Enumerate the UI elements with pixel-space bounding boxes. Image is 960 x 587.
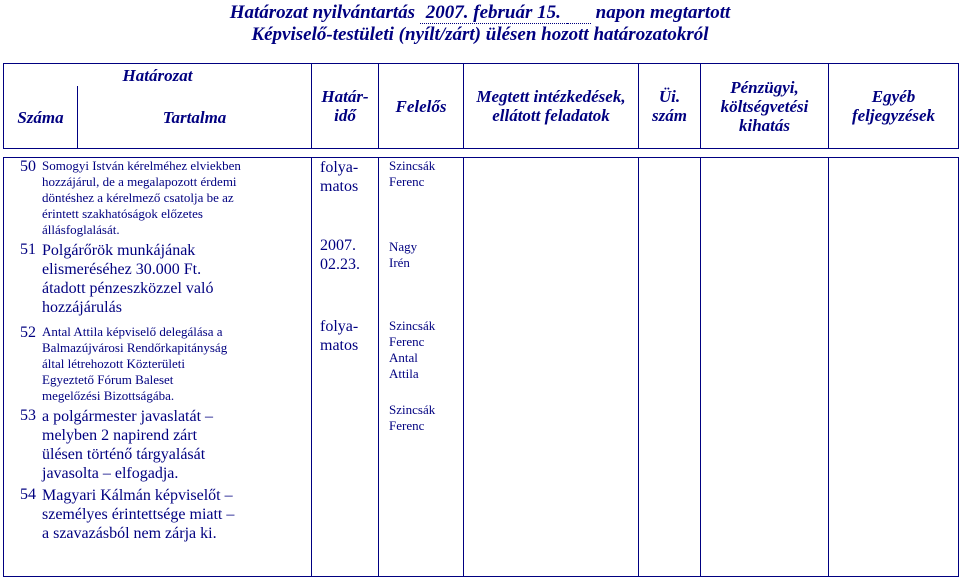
entry-text-line: hozzájárul, de a megalapozott érdemi: [42, 174, 237, 189]
header-title-suffix: napon megtartott: [595, 2, 731, 23]
col-header-szama: Száma: [4, 86, 78, 149]
deadline-line: folya-: [320, 159, 359, 176]
deadline-51: [312, 236, 378, 274]
entry-text-line: a szavazásból nem zárja ki.: [42, 525, 217, 542]
responsible-line: Ferenc: [389, 334, 425, 349]
entry-number: 50: [20, 158, 36, 175]
deadline-line: 2007.: [320, 237, 356, 254]
header-spacer: [4, 149, 959, 158]
responsible-line: Nagy: [389, 239, 418, 254]
entry-text-line: megelőzési Bizottságába.: [42, 388, 175, 403]
col-header-hatarozat: Határozat: [4, 64, 312, 87]
responsible-53: [379, 402, 463, 434]
entry-text-line: a polgármester javaslatát –: [42, 408, 214, 425]
col-header-hatarido-line2: idő: [334, 106, 356, 125]
ui-number-cell: [639, 158, 701, 577]
col-header-egyeb: [829, 64, 959, 149]
responsible-line: Ferenc: [389, 174, 425, 189]
entry-50: [4, 158, 311, 238]
col-header-ui: [639, 64, 701, 149]
deadline-line: 02.23.: [320, 256, 360, 273]
deadline-line: folya-: [320, 318, 359, 335]
entry-text-line: érintett szakhatóságok előzetes: [42, 206, 203, 221]
deadline-50: [312, 158, 378, 196]
entry-text-line: javasolta – elfogadja.: [42, 465, 179, 482]
responsible-line: Irén: [389, 255, 410, 270]
col-header-penzugyi-line3: kihatás: [738, 115, 791, 135]
deadline-52: [312, 317, 378, 355]
responsible-line: Szincsák: [389, 402, 436, 417]
header-subtitle: Képviselő-testületi (nyílt/zárt) ülésen hozott határozatokról: [251, 24, 709, 45]
measures-cell: [464, 158, 639, 577]
col-header-penzugyi-line1: Pénzügyi,: [730, 77, 799, 97]
col-header-penzugyi-line2: költségvetési: [720, 96, 809, 116]
col-header-megtett-line1: Megtett intézkedések,: [476, 87, 626, 106]
responsible-line: Szincsák: [389, 318, 436, 333]
entry-text-line: személyes érintettsége miatt –: [42, 506, 235, 523]
entry-number: 54: [20, 486, 36, 503]
entry-54: [4, 486, 311, 543]
responsible-line: Antal: [389, 350, 418, 365]
page-header: [0, 0, 960, 45]
col-header-egyeb-line2: feljegyzések: [851, 106, 936, 125]
entry-text-line: Balmazújvárosi Rendőrkapitányság: [42, 340, 228, 355]
other-notes-cell: [829, 158, 959, 577]
deadline-line: matos: [320, 337, 359, 354]
responsible-52: [379, 318, 463, 382]
entry-text-line: Antal Attila képviselő delegálása a: [42, 324, 223, 339]
deadline-line: matos: [320, 178, 359, 195]
entry-text-line: által létrehozott Közterületi: [42, 356, 185, 371]
financial-impact-cell: [701, 158, 829, 577]
deadlines-cell: [312, 158, 379, 577]
entry-text: [42, 486, 311, 543]
col-header-tartalma: Tartalma: [78, 86, 312, 149]
col-header-felelos: Felelős: [379, 64, 464, 149]
col-header-egyeb-line1: Egyéb: [871, 87, 916, 106]
entry-text: [42, 324, 311, 404]
entry-text: [42, 407, 311, 483]
entry-text-line: átadott pénzeszközzel való: [42, 280, 214, 297]
entry-text-line: melyben 2 napirend zárt: [42, 427, 198, 444]
header-date-fill: [567, 2, 591, 24]
entry-text-line: elismeréséhez 30.000 Ft.: [42, 261, 202, 278]
header-title-line: [0, 2, 960, 24]
responsible-line: Attila: [389, 366, 419, 381]
entry-text-line: ülésen történő tárgyalását: [42, 446, 206, 463]
entry-text-line: Magyari Kálmán képviselőt –: [42, 487, 233, 504]
entry-text: [42, 241, 311, 317]
entry-text-line: Egyeztető Fórum Baleset: [42, 372, 174, 387]
header-date: 2007. február 15.: [420, 2, 567, 24]
entry-51: [4, 241, 311, 317]
entry-52: [4, 324, 311, 404]
responsible-line: Ferenc: [389, 418, 425, 433]
entry-number: 52: [20, 324, 36, 341]
entry-text-line: állásfoglalását.: [42, 222, 120, 237]
responsible-line: Szincsák: [389, 158, 436, 173]
responsible-50: [379, 158, 463, 190]
entry-text-line: döntéshez a kérelmező csatolja be az: [42, 190, 234, 205]
col-header-ui-line2: szám: [652, 106, 687, 125]
entry-number: 53: [20, 407, 36, 424]
header-title-prefix: Határozat nyilvántartás: [229, 2, 416, 23]
col-header-ui-line1: Üi.: [658, 87, 681, 106]
entry-53: [4, 407, 311, 483]
entry-text: [42, 158, 311, 238]
col-header-hatarido-line1: Határ-: [321, 87, 369, 106]
resolution-register-table: [3, 63, 959, 577]
col-header-hatarido: [312, 64, 379, 149]
col-header-penzugyi: [701, 64, 829, 149]
responsible-51: [379, 239, 463, 271]
entry-text-line: hozzájárulás: [42, 299, 122, 316]
entry-number: 51: [20, 241, 36, 258]
responsibles-cell: [379, 158, 464, 577]
entry-text-line: Somogyi István kérelméhez elviekben: [42, 158, 241, 173]
entry-text-line: Polgárőrök munkájának: [42, 242, 196, 259]
col-header-megtett-line2: ellátott feladatok: [492, 106, 610, 125]
entries-cell: [4, 158, 312, 577]
col-header-megtett: [464, 64, 639, 149]
